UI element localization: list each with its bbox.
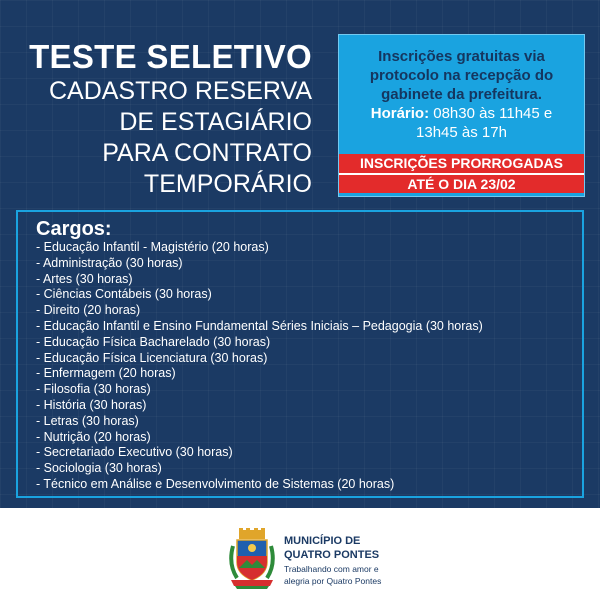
position-item: - História (30 horas) [36, 397, 147, 412]
hours-morning: 08h30 às 11h45 e [433, 105, 553, 122]
position-item: - Artes (30 horas) [36, 271, 133, 286]
municipal-coat-of-arms-icon [227, 528, 277, 590]
banner-line-1: INSCRIÇÕES PRORROGADAS [359, 155, 564, 171]
hours-afternoon: 13h45 às 17h [416, 124, 507, 141]
position-item: - Letras (30 horas) [36, 413, 139, 428]
subtitle-line: PARA CONTRATO [102, 139, 312, 167]
info-line: Inscrições gratuitas via [378, 48, 545, 65]
poster-title: TESTE SELETIVO [29, 38, 312, 75]
title-block [0, 38, 312, 200]
extension-banner [339, 154, 584, 193]
position-item: - Filosofia (30 horas) [36, 382, 151, 397]
footer [0, 508, 600, 600]
position-item: - Educação Infantil e Ensino Fundamental Séries Iniciais – Pedagogia (30 horas) [36, 318, 483, 333]
position-item: - Nutrição (20 horas) [36, 429, 151, 444]
registration-info-box [338, 34, 585, 197]
position-item: - Educação Física Bacharelado (30 horas) [36, 334, 271, 349]
position-item: - Enfermagem (20 horas) [36, 366, 176, 381]
municipality-slogan-line: Trabalhando com amor e [284, 564, 379, 574]
position-item: - Direito (20 horas) [36, 303, 141, 318]
municipality-name-line: MUNICÍPIO DE [284, 535, 361, 547]
info-line: gabinete da prefeitura. [381, 86, 542, 103]
info-line: protocolo na recepção do [369, 67, 554, 84]
positions-title: Cargos: [36, 218, 112, 240]
hours-label: Horário: [370, 105, 430, 122]
position-item: - Técnico em Análise e Desenvolvimento de Sistemas (20 horas) [36, 476, 395, 491]
position-item: - Administração (30 horas) [36, 255, 183, 270]
subtitle-line: DE ESTAGIÁRIO [119, 108, 312, 136]
position-item: - Educação Física Licenciatura (30 horas) [36, 350, 268, 365]
position-item: - Ciências Contábeis (30 horas) [36, 287, 212, 302]
municipality-block [284, 534, 381, 586]
positions-box [16, 210, 584, 498]
position-item: - Educação Infantil - Magistério (20 horas) [36, 240, 269, 254]
subtitle-line: TEMPORÁRIO [143, 170, 312, 198]
municipality-name-line: QUATRO PONTES [284, 549, 380, 561]
municipality-slogan-line: alegria por Quatro Pontes [284, 576, 382, 586]
position-item: - Secretariado Executivo (30 horas) [36, 445, 233, 460]
position-item: - Sociologia (30 horas) [36, 461, 162, 476]
hours-line [339, 104, 584, 123]
positions-list [36, 240, 582, 493]
banner-line-2: ATÉ O DIA 23/02 [407, 176, 516, 192]
subtitle-line: CADASTRO RESERVA [48, 77, 312, 105]
